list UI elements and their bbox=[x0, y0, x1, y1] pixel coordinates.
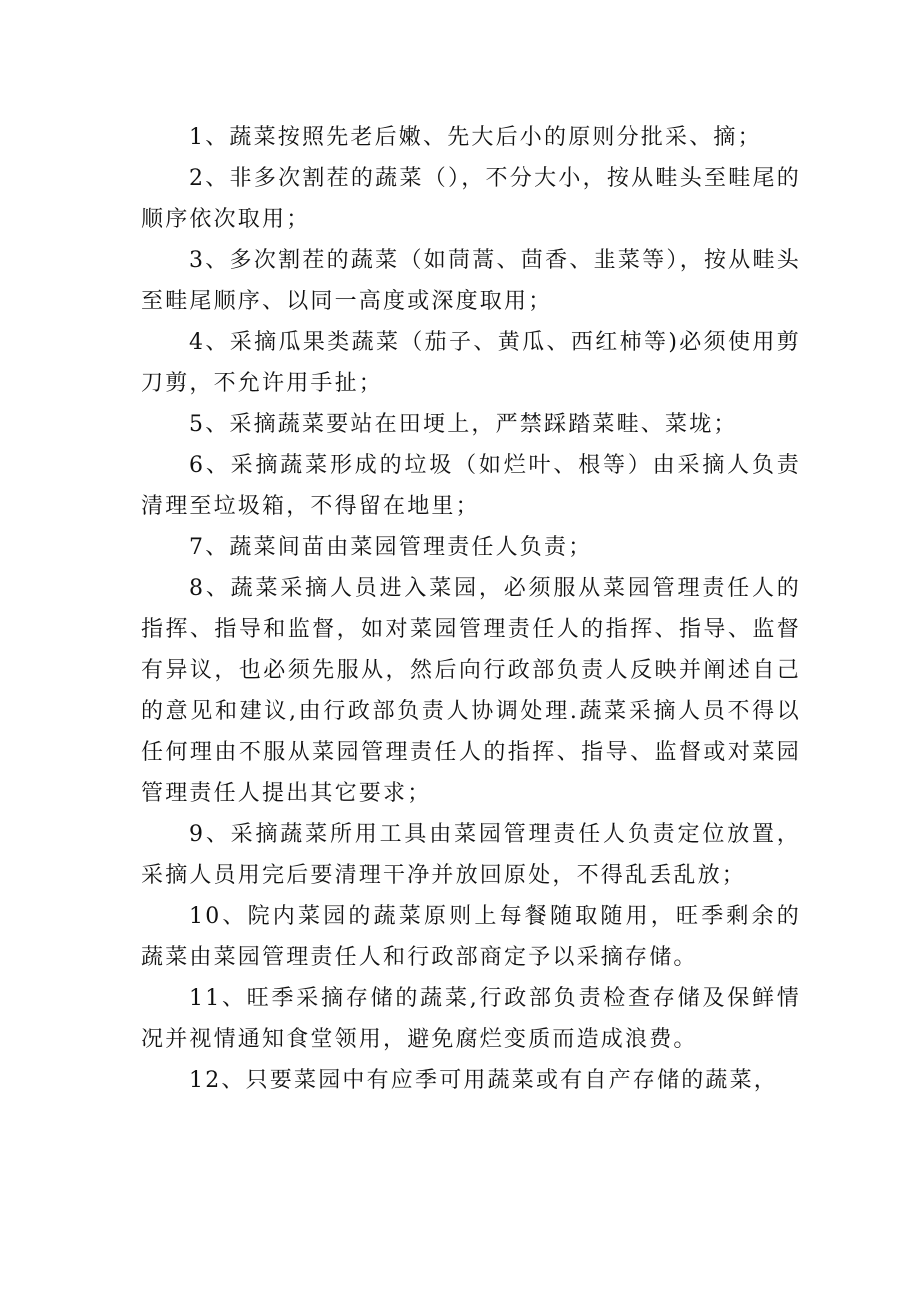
paragraph-12: 12、只要菜园中有应季可用蔬菜或有自产存储的蔬菜， bbox=[189, 1068, 778, 1093]
paragraph-3: 3、多次割茬的蔬菜（如茼蒿、茴香、韭菜等），按从畦头至畦尾顺序、以同一高度或深度取用； bbox=[141, 248, 801, 314]
paragraph-5: 5、采摘蔬菜要站在田埂上，严禁踩踏菜畦、菜垅； bbox=[189, 412, 738, 437]
paragraph-9: 9、采摘蔬菜所用工具由菜园管理责任人负责定位放置，采摘人员用完后要清理干净并放回原处，不得乱丢乱放； bbox=[141, 822, 801, 888]
paragraph-6: 6、采摘蔬菜形成的垃圾（如烂叶、根等）由采摘人负责清理至垃圾箱，不得留在地里； bbox=[141, 453, 801, 519]
paragraph-4: 4、采摘瓜果类蔬菜（茄子、黄瓜、西红柿等)必须使用剪刀剪，不允许用手扯； bbox=[141, 330, 801, 396]
document-body bbox=[141, 117, 801, 1101]
paragraph-7: 7、蔬菜间苗由菜园管理责任人负责； bbox=[189, 535, 593, 560]
paragraph-10: 10、院内菜园的蔬菜原则上每餐随取随用，旺季剩余的蔬菜由菜园管理责任人和行政部商定予以采摘存储。 bbox=[141, 904, 801, 970]
paragraph-11: 11、旺季采摘存储的蔬菜,行政部负责检查存储及保鲜情况并视情通知食堂领用，避免腐烂变质而造成浪费。 bbox=[141, 986, 801, 1052]
paragraph-1: 1、蔬菜按照先老后嫩、先大后小的原则分批采、摘； bbox=[189, 125, 762, 150]
paragraph-8: 8、蔬菜采摘人员进入菜园，必须服从菜园管理责任人的指挥、指导和监督，如对菜园管理责任人的指挥、指导、监督有异议，也必须先服从，然后向行政部负责人反映并阐述自己的意见和建议,由行政部负责人协调处理.蔬菜采摘人员不得以任何理由不服从菜园管理责任人的指挥、指导、监督或对菜园管理责任人提出其它要求； bbox=[141, 576, 801, 806]
paragraph-2: 2、非多次割茬的蔬菜（），不分大小，按从畦头至畦尾的顺序依次取用； bbox=[141, 166, 801, 232]
